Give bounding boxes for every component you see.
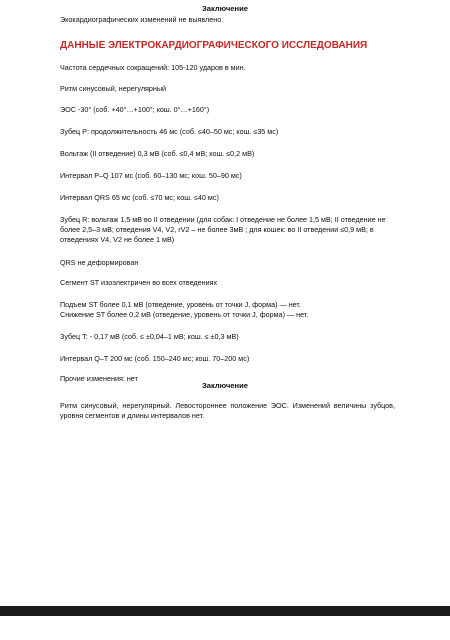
- p-wave-line: Зубец P: продолжительность 46 мс (соб. ≤40–50 мс; кош. ≤35 мс): [60, 127, 279, 136]
- footer-bar: [0, 606, 450, 616]
- qrs-shape-line: QRS не деформирован: [60, 258, 139, 267]
- echo-conclusion-heading: Заключение: [201, 4, 248, 13]
- ecg-conclusion-text: Ритм синусовый, нерегулярный. Левостороннее положение ЭОС. Изменений величины зубцов, уровня сегментов и длины интервалов нет.: [60, 401, 395, 421]
- t-wave-line: Зубец T: - 0,17 мВ (соб. ≤ ±0,04–1 мВ; кош. ≤ ±0,3 мВ): [60, 332, 239, 341]
- st-elevation-line: Подъем ST более 0,1 мВ (отведение, уровень от точки J, форма) — нет.: [60, 300, 301, 309]
- pq-interval-line: Интервал P–Q 107 мс (соб. 60–130 мс; кош. 50–90 мс): [60, 171, 242, 180]
- qt-interval-line: Интервал Q–T 200 мс (соб. 150–240 мс; кош. 70–200 мс): [60, 354, 250, 363]
- r-wave-paragraph: Зубец R: вольтаж 1,5 мВ во II отведении (для собак: I отведение не более 1,5 мВ; II отведение не более 2,5–3 мВ; отведения V4, V2, rV2 – не более 3мВ ; для кошек: во II отведении ≤0,9 мВ; в отведениях V4, V2 не более 1 мВ): [60, 215, 386, 245]
- other-changes-line: Прочие изменения: нет: [60, 374, 138, 383]
- echo-conclusion-text: Экокардиографических изменений не выявлено.: [60, 15, 224, 24]
- eos-line: ЭОС -30° (соб. +40°…+100°; кош. 0°…+160°): [60, 105, 210, 114]
- heart-rate-line: Частота сердечных сокращений: 105-120 ударов в мин.: [60, 63, 246, 72]
- qrs-interval-line: Интервал QRS 65 мс (соб. ≤70 мс; кош. ≤40 мс): [60, 193, 219, 202]
- rhythm-line: Ритм синусовый, нерегулярный: [60, 84, 167, 93]
- voltage-line: Вольтаж (II отведение) 0,3 мВ (соб. ≤0,4 мВ; кош. ≤0,2 мВ): [60, 149, 255, 158]
- st-depression-line: Снижение ST более 0,2 мВ (отведение, уровень от точки J, форма) — нет.: [60, 310, 309, 319]
- st-segment-line: Сегмент ST изоэлектричен во всех отведениях: [60, 278, 218, 287]
- ecg-section-title: ДАННЫЕ ЭЛЕКТРОКАРДИОГРАФИЧЕСКОГО ИССЛЕДОВАНИЯ: [60, 40, 368, 51]
- ecg-conclusion-heading: Заключение: [201, 381, 248, 390]
